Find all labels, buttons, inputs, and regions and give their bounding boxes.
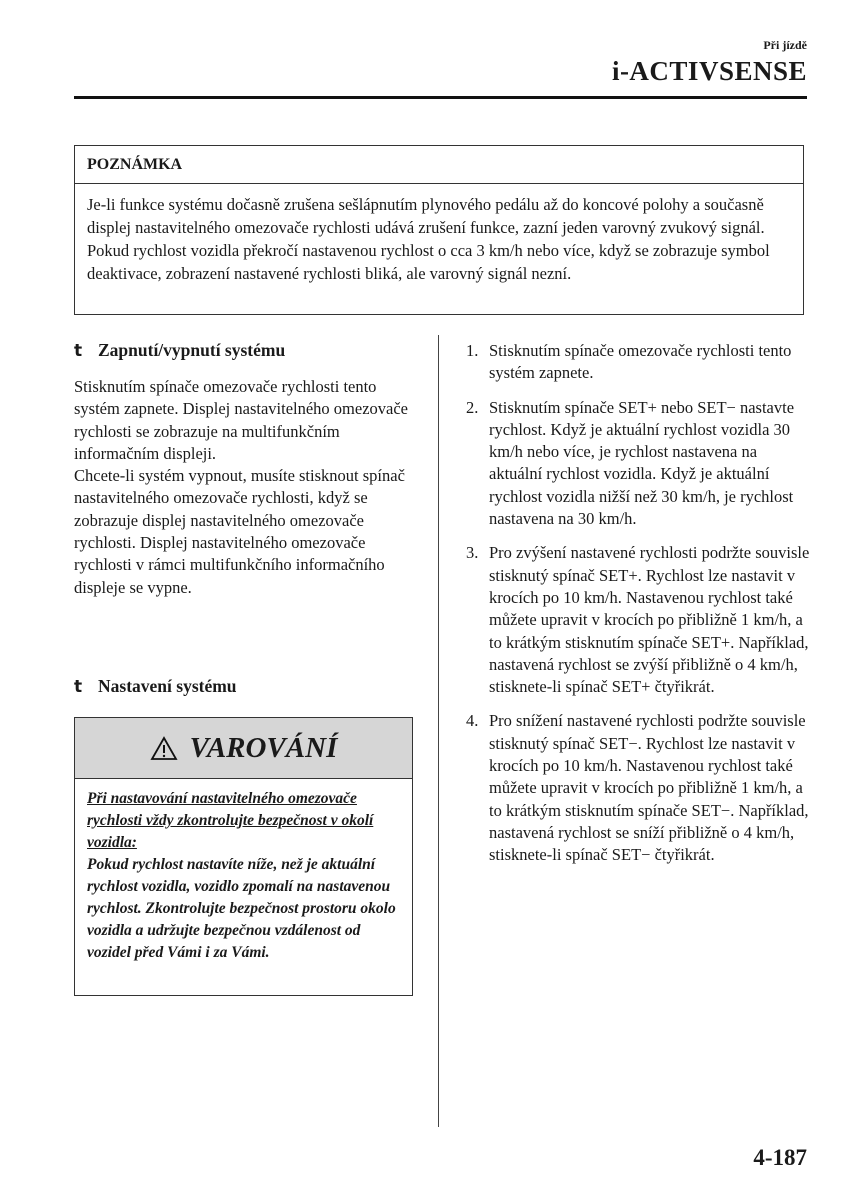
paragraph-text: Stisknutím spínače omezovače rychlosti tento systém zapnete. Displej nastavitelného omezovače rychlosti se zobrazuje na multifunkčním informačním displeji. Chcete-li systém vypnout, musíte stisknout spínač nastavitelného omezovače rychlosti, když se zobrazuje displej nastavitelného omezovače rychlosti. Displej nastavitelného omezovače rychlosti v rámci multifunkčního informačního displeje se vypne. [74, 377, 409, 597]
warning-box [74, 717, 413, 996]
section-heading-text: Zapnutí/vypnutí systému [98, 340, 286, 360]
step-text: Pro snížení nastavené rychlosti podržte souvisle stisknutý spínač SET−. Rychlost lze nastavit v krocích po 10 km/h. Nastavenou rychlost také můžete upravit v krocích po přibližně 1 km/h, a to krátkým stisknutím spínače SET−. Například, nastavená rychlost se sníží přibližně o 4 km/h, stisknete-li spínač SET− čtyřikrát. [489, 711, 809, 865]
step-text: Pro zvýšení nastavené rychlosti podržte souvisle stisknutý spínač SET+. Rychlost lze nastavit v krocích po 10 km/h. Nastavenou rychlost také můžete upravit v krocích po přibližně 1 km/h, a to krátkým stisknutím spínače SET+. Například, nastavená rychlost se zvýší přibližně o 4 km/h, stisknete-li spínač SET+ čtyřikrát. [489, 543, 810, 697]
warning-underlined-text: Při nastavování nastavitelného omezovače rychlosti vždy zkontrolujte bezpečnost v okolí vozidla: [87, 790, 374, 851]
step-number: 2. [466, 397, 479, 417]
step-number: 3. [466, 543, 479, 563]
step-text: Stisknutím spínače SET+ nebo SET− nastavte rychlost. Když je aktuální rychlost vozidla 30 km/h nebo více, je rychlost nastavena na aktuální rychlost vozidla. Když je aktuální rychlost vozidla nižší než 30 km/h, je rychlost nastavena na 30 km/h. [489, 397, 795, 529]
on-off-paragraph [74, 376, 419, 599]
list-item [466, 340, 811, 385]
column-divider [438, 335, 439, 1127]
list-item [466, 710, 811, 866]
warning-body [75, 779, 412, 964]
note-title: POZNÁMKA [75, 146, 803, 184]
step-number: 1. [466, 341, 479, 360]
warning-header [75, 718, 412, 779]
step-number: 4. [466, 711, 479, 731]
step-text: Stisknutím spínače omezovače rychlosti tento systém zapnete. [489, 341, 792, 383]
list-item [466, 542, 811, 698]
page-number: 4-187 [753, 1145, 807, 1170]
header-rule [74, 96, 807, 99]
note-box [74, 145, 804, 315]
section-label: Při jízdě [763, 38, 807, 52]
section-heading-setup [74, 676, 237, 697]
list-item [466, 397, 811, 531]
steps-list [466, 340, 811, 879]
section-heading-on-off [74, 340, 285, 361]
warning-text: Pokud rychlost nastavíte níže, než je aktuální rychlost vozidla, vozidlo zpomalí na nastavenou rychlost. Zkontrolujte bezpečnost prostoru okolo vozidla a udržujte bezpečnou vzdálenost od vozidel před Vámi i za Vámi. [87, 856, 396, 961]
section-heading-text: Nastavení systému [98, 676, 237, 696]
page-title: i-ACTIVSENSE [611, 56, 807, 86]
bullet-icon: t [74, 341, 83, 361]
note-text: Je-li funkce systému dočasně zrušena sešlápnutím plynového pedálu až do koncové polohy a současně displej nastavitelného omezovače rychlosti udává zrušení funkce, zazní jeden varovný zvukový signál. Pokud rychlost vozidla překročí nastavenou rychlost o cca 3 km/h nebo více, když se zobrazuje symbol deaktivace, zobrazení nastavené rychlosti bliká, ale varovný signál nezní. [87, 195, 770, 283]
bullet-icon: t [74, 677, 83, 697]
warning-title: VAROVÁNÍ [189, 731, 338, 764]
warning-triangle-icon [150, 736, 178, 761]
